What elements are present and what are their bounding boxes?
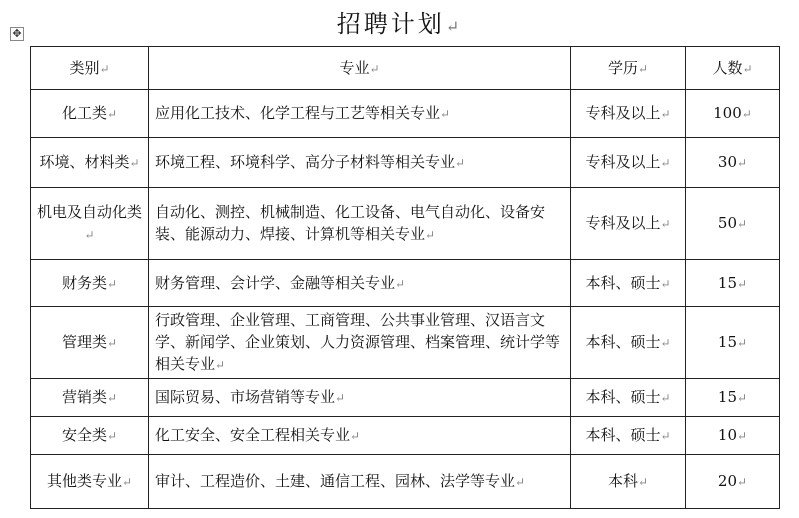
cell-count: 30↵	[686, 138, 780, 188]
table-row	[31, 90, 780, 138]
cell-major: 财务管理、会计学、金融等相关专业↵	[149, 260, 571, 307]
table-row	[31, 307, 780, 379]
cell-major: 自动化、测控、机械制造、化工设备、电气自动化、设备安装、能源动力、焊接、计算机等相关专业↵	[149, 188, 571, 260]
table-row	[31, 188, 780, 260]
table-header-row	[31, 47, 780, 90]
table-row	[31, 138, 780, 188]
cell-education: 专科及以上↵	[571, 138, 686, 188]
cell-education: 本科、硕士↵	[571, 417, 686, 455]
table-row	[31, 379, 780, 417]
table-row	[31, 260, 780, 307]
cell-major: 行政管理、企业管理、工商管理、公共事业管理、汉语言文学、新闻学、企业策划、人力资源管理、档案管理、统计学等相关专业↵	[149, 307, 571, 379]
cell-education: 本科↵	[571, 455, 686, 509]
cell-category: 安全类↵	[31, 417, 149, 455]
cell-category: 环境、材料类↵	[31, 138, 149, 188]
table-row	[31, 417, 780, 455]
header-category: 类别↵	[31, 47, 149, 90]
cell-count: 50↵	[686, 188, 780, 260]
paragraph-mark: ↵	[445, 17, 463, 36]
cell-count: 10↵	[686, 417, 780, 455]
cell-count: 100↵	[686, 90, 780, 138]
cell-major: 应用化工技术、化学工程与工艺等相关专业↵	[149, 90, 571, 138]
table-row	[31, 455, 780, 509]
cell-category: 财务类↵	[31, 260, 149, 307]
cell-count: 20↵	[686, 455, 780, 509]
cell-category: 管理类↵	[31, 307, 149, 379]
cell-major: 环境工程、环境科学、高分子材料等相关专业↵	[149, 138, 571, 188]
move-handle-icon[interactable]: ✥	[10, 27, 24, 41]
cell-category: 其他类专业↵	[31, 455, 149, 509]
cell-major: 化工安全、安全工程相关专业↵	[149, 417, 571, 455]
cell-category: 化工类↵	[31, 90, 149, 138]
cell-education: 本科、硕士↵	[571, 307, 686, 379]
header-major: 专业↵	[149, 47, 571, 90]
header-education: 学历↵	[571, 47, 686, 90]
cell-education: 本科、硕士↵	[571, 379, 686, 417]
cell-major: 审计、工程造价、土建、通信工程、园林、法学等专业↵	[149, 455, 571, 509]
cell-count: 15↵	[686, 379, 780, 417]
document-title: 招聘计划↵	[336, 10, 463, 38]
cell-education: 专科及以上↵	[571, 188, 686, 260]
header-count: 人数↵	[686, 47, 780, 90]
cell-education: 专科及以上↵	[571, 90, 686, 138]
cell-category: 营销类↵	[31, 379, 149, 417]
cell-major: 国际贸易、市场营销等专业↵	[149, 379, 571, 417]
cell-category: 机电及自动化类↵	[31, 188, 149, 260]
recruitment-table	[30, 46, 780, 509]
cell-count: 15↵	[686, 260, 780, 307]
cell-count: 15↵	[686, 307, 780, 379]
cell-education: 本科、硕士↵	[571, 260, 686, 307]
